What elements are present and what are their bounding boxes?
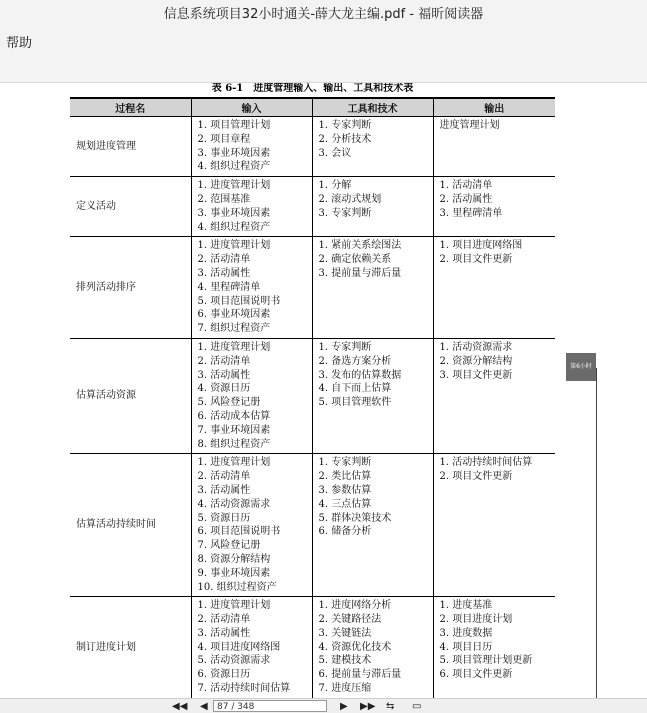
list-item: 5. 项目范围说明书 xyxy=(197,295,281,307)
process-name: 排列活动排序 xyxy=(70,237,191,339)
cell-tools xyxy=(312,117,433,177)
cell-outputs xyxy=(433,237,555,339)
list-item: 3. 里程碑清单 xyxy=(439,207,503,219)
last-page-button[interactable]: ▶▶ xyxy=(360,701,376,712)
process-name: 制订进度计划 xyxy=(70,597,191,698)
list-item: 6. 活动成本估算 xyxy=(197,410,271,422)
header-outputs: 输出 xyxy=(433,98,555,117)
first-page-button[interactable]: ◀◀ xyxy=(172,701,188,712)
page-number-input[interactable]: 87 / 348 xyxy=(213,700,327,712)
list-item: 4. 资源日历 xyxy=(197,383,251,395)
list-item: 2. 滚动式规划 xyxy=(318,193,382,205)
process-name: 定义活动 xyxy=(70,177,191,237)
list-item: 1. 项目进度网络图 xyxy=(439,240,523,252)
list-item: 5. 建模技术 xyxy=(318,655,372,667)
document-page xyxy=(0,83,647,698)
schedule-process-table xyxy=(70,97,555,698)
list-item: 7. 风险登记册 xyxy=(197,540,261,552)
list-item: 2. 关键路径法 xyxy=(318,614,382,626)
process-name: 规划进度管理 xyxy=(70,117,191,177)
list-item: 5. 资源日历 xyxy=(197,512,251,524)
list-item: 4. 活动资源需求 xyxy=(197,498,271,510)
list-item: 8. 组织过程资产 xyxy=(197,438,271,450)
cell-outputs xyxy=(433,117,555,177)
list-item: 6. 提前量与滞后量 xyxy=(318,669,402,681)
cell-outputs xyxy=(433,454,555,597)
cell-outputs xyxy=(433,177,555,237)
list-item: 4. 三点估算 xyxy=(318,498,372,510)
list-item: 2. 活动清单 xyxy=(197,355,251,367)
cell-inputs xyxy=(191,117,312,177)
list-item: 1. 进度管理计划 xyxy=(197,600,271,612)
list-item: 1. 进度管理计划 xyxy=(197,341,271,353)
table-header-row xyxy=(70,98,555,117)
list-item: 2. 活动清单 xyxy=(197,254,251,266)
list-item: 2. 资源分解结构 xyxy=(439,355,513,367)
list-item: 1. 活动持续时间估算 xyxy=(439,457,533,469)
list-item: 1. 进度基准 xyxy=(439,600,493,612)
process-name: 估算活动持续时间 xyxy=(70,454,191,597)
list-item: 1. 紧前关系绘图法 xyxy=(318,240,402,252)
table-row xyxy=(70,454,555,597)
cell-outputs xyxy=(433,597,555,698)
list-item: 1. 专家判断 xyxy=(318,341,372,353)
list-item: 1. 活动清单 xyxy=(439,180,493,192)
list-item: 8. 资源分解结构 xyxy=(197,553,271,565)
list-item: 4. 资源优化技术 xyxy=(318,641,392,653)
list-item: 7. 组织过程资产 xyxy=(197,323,271,335)
list-item: 2. 项目文件更新 xyxy=(439,254,513,266)
toolbar-fit-icon[interactable]: ⇆ xyxy=(386,701,395,712)
list-item: 4. 里程碑清单 xyxy=(197,281,261,293)
list-item: 1. 专家判断 xyxy=(318,120,372,131)
list-item: 2. 范围基准 xyxy=(197,193,251,205)
list-item: 3. 活动属性 xyxy=(197,627,251,639)
cell-tools xyxy=(312,177,433,237)
margin-rule xyxy=(596,368,597,698)
list-item: 6. 资源日历 xyxy=(197,669,251,681)
list-item: 4. 组织过程资产 xyxy=(197,161,271,173)
table-row xyxy=(70,117,555,177)
list-item: 1. 进度管理计划 xyxy=(197,180,271,192)
list-item: 1. 进度管理计划 xyxy=(197,240,271,252)
list-item: 7. 进度压缩 xyxy=(318,683,372,695)
list-item: 1. 分解 xyxy=(318,180,352,192)
list-item: 2. 分析技术 xyxy=(318,133,372,145)
list-item: 1. 进度管理计划 xyxy=(197,457,271,469)
table-row xyxy=(70,338,555,453)
list-item: 5. 风险登记册 xyxy=(197,397,261,409)
list-item: 3. 事业环境因素 xyxy=(197,207,271,219)
list-item: 2. 类比估算 xyxy=(318,471,372,483)
list-item: 3. 发布的估算数据 xyxy=(318,369,402,381)
list-item: 7. 活动持续时间估算 xyxy=(197,683,291,695)
chapter-side-tab: 第6小时 xyxy=(566,353,596,381)
table-row xyxy=(70,177,555,237)
list-item: 3. 活动属性 xyxy=(197,484,251,496)
cell-tools xyxy=(312,597,433,698)
list-item: 3. 提前量与滞后量 xyxy=(318,267,402,279)
list-item: 1. 进度网络分析 xyxy=(318,600,392,612)
table-caption: 表 6-1 进度管理输入、输出、工具和技术表 xyxy=(211,83,414,94)
list-item: 1. 项目管理计划 xyxy=(197,120,271,131)
window-title: 信息系统项目32小时通关-薛大龙主编.pdf - 福昕阅读器 xyxy=(0,0,647,30)
table-row xyxy=(70,237,555,339)
cell-inputs xyxy=(191,454,312,597)
next-page-button[interactable]: ▶ xyxy=(340,701,348,712)
list-item: 2. 项目进度计划 xyxy=(439,614,513,626)
list-item: 3. 活动属性 xyxy=(197,369,251,381)
list-item: 2. 确定依赖关系 xyxy=(318,254,392,266)
list-item: 3. 项目文件更新 xyxy=(439,369,513,381)
header-inputs: 输入 xyxy=(191,98,312,117)
list-item: 4. 项目进度网络图 xyxy=(197,641,281,653)
list-item: 3. 专家判断 xyxy=(318,207,372,219)
cell-inputs xyxy=(191,237,312,339)
list-item: 3. 进度数据 xyxy=(439,627,493,639)
list-item: 2. 项目章程 xyxy=(197,133,251,145)
list-item: 10. 组织过程资产 xyxy=(197,581,277,593)
list-item: 3. 关键链法 xyxy=(318,627,372,639)
list-item: 1. 活动资源需求 xyxy=(439,341,513,353)
toolbar-view-icon[interactable]: ▭ xyxy=(412,701,422,712)
cell-inputs xyxy=(191,597,312,698)
list-item: 2. 活动清单 xyxy=(197,614,251,626)
list-item: 进度管理计划 xyxy=(439,120,500,131)
list-item: 4. 自下而上估算 xyxy=(318,383,392,395)
header-process: 过程名 xyxy=(115,104,146,115)
status-bar xyxy=(0,698,647,713)
list-item: 3. 会议 xyxy=(318,147,352,159)
cell-tools xyxy=(312,454,433,597)
menu-help[interactable]: 帮助 xyxy=(6,36,33,51)
list-item: 3. 参数估算 xyxy=(318,484,372,496)
list-item: 5. 活动资源需求 xyxy=(197,655,271,667)
list-item: 6. 项目范围说明书 xyxy=(197,526,281,538)
list-item: 5. 项目管理计划更新 xyxy=(439,655,533,667)
list-item: 4. 项目日历 xyxy=(439,641,493,653)
list-item: 2. 活动清单 xyxy=(197,471,251,483)
header-tools: 工具和技术 xyxy=(312,98,433,117)
cell-inputs xyxy=(191,177,312,237)
list-item: 5. 群体决策技术 xyxy=(318,512,392,524)
list-item: 3. 事业环境因素 xyxy=(197,147,271,159)
list-item: 2. 项目文件更新 xyxy=(439,471,513,483)
list-item: 4. 组织过程资产 xyxy=(197,221,271,233)
cell-outputs xyxy=(433,338,555,453)
list-item: 2. 活动属性 xyxy=(439,193,493,205)
list-item: 1. 专家判断 xyxy=(318,457,372,469)
cell-tools xyxy=(312,338,433,453)
process-name: 估算活动资源 xyxy=(70,338,191,453)
list-item: 9. 事业环境因素 xyxy=(197,567,271,579)
list-item: 3. 活动属性 xyxy=(197,267,251,279)
list-item: 6. 储备分析 xyxy=(318,526,372,538)
list-item: 7. 事业环境因素 xyxy=(197,424,271,436)
cell-tools xyxy=(312,237,433,339)
list-item: 5. 项目管理软件 xyxy=(318,397,392,409)
table-row xyxy=(70,597,555,698)
list-item: 6. 项目文件更新 xyxy=(439,669,513,681)
prev-page-button[interactable]: ◀ xyxy=(200,701,208,712)
menu-bar xyxy=(0,30,647,83)
cell-inputs xyxy=(191,338,312,453)
list-item: 6. 事业环境因素 xyxy=(197,309,271,321)
list-item: 2. 备选方案分析 xyxy=(318,355,392,367)
